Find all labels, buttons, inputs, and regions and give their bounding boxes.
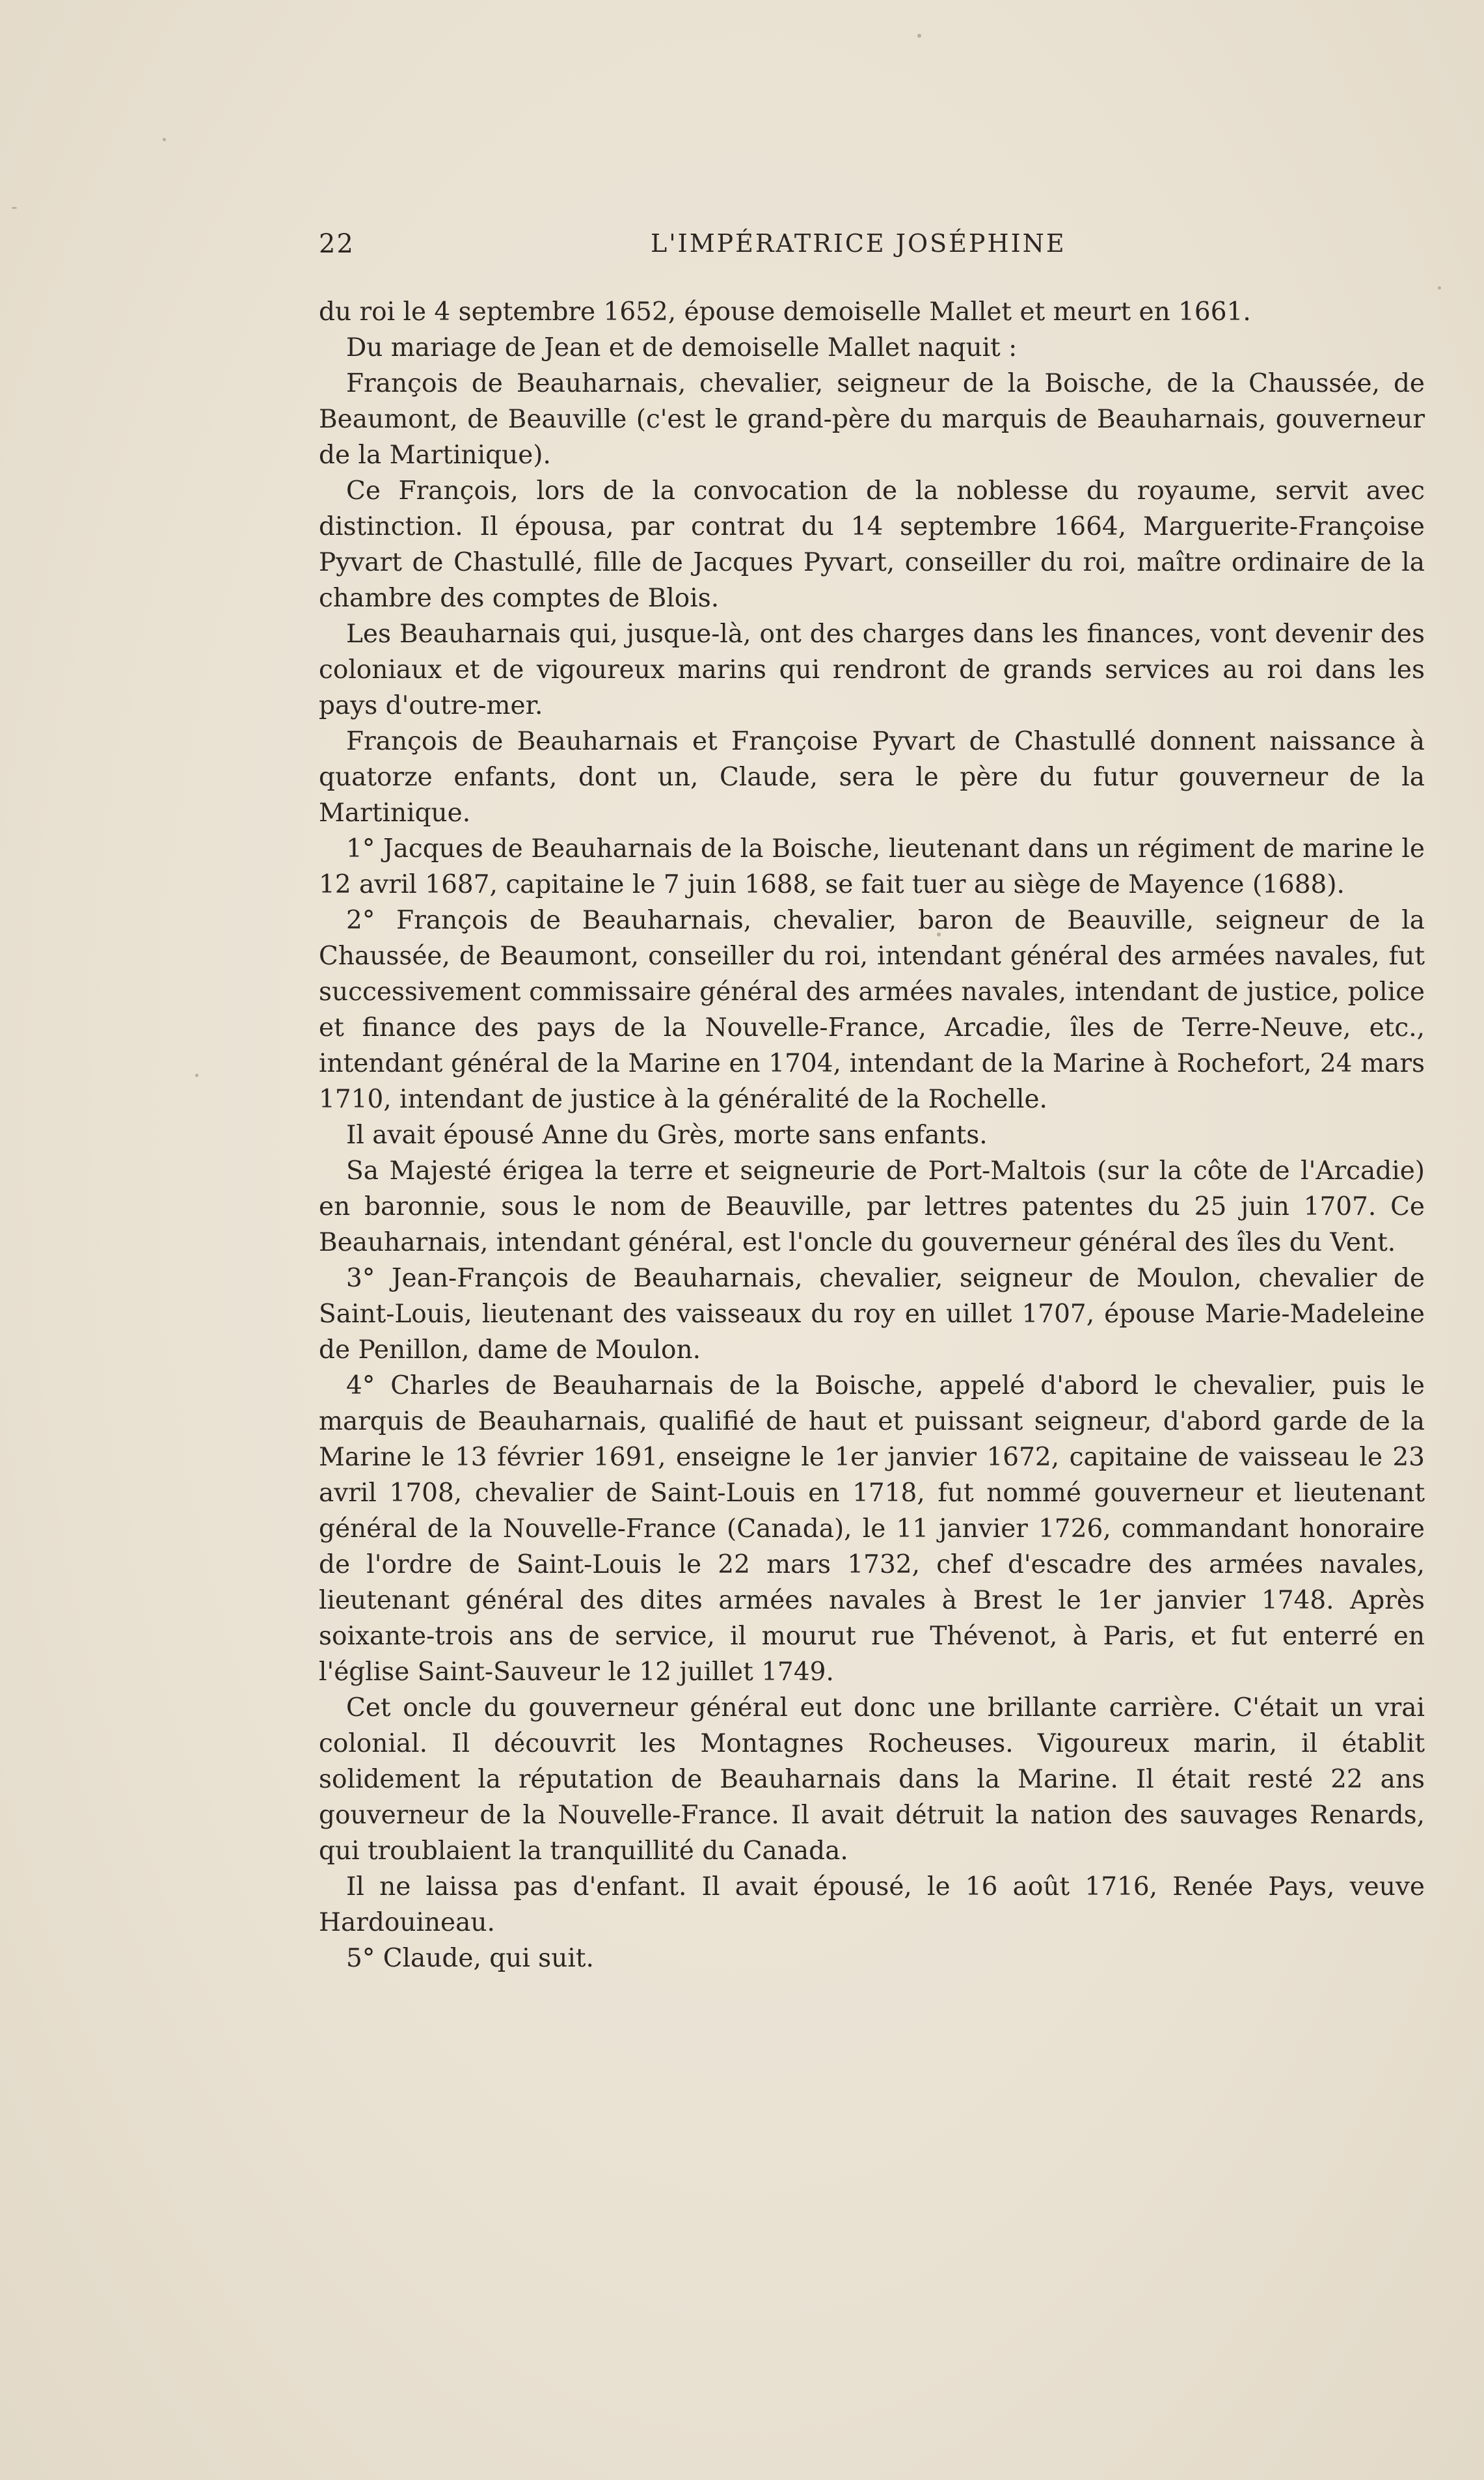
paragraph: Il avait épousé Anne du Grès, morte sans enfants. <box>346 1121 988 1150</box>
paragraph: 4° Charles de Beauharnais de la Boische, appelé d'abord le chevalier, puis le marquis de Beauharnais, qualifié de haut et puissant seigneur, d'abord garde de la Marine le 13 février 1691, enseigne le 1er janvier 1672, capitaine de vaisseau le 23 avril 1708, chevalier de Saint-Louis en 1718, fut nommé gouverneur et lieutenant général de la Nouvelle-France (Canada), le 11 janvier 1726, commandant honoraire de l'ordre de Saint-Louis le 22 mars 1732, chef d'escadre des armées navales, lieutenant général des dites armées navales à Brest le 1er janvier 1748. Après soixante-trois ans de service, il mourut rue Thévenot, à Paris, et fut enterré en l'église Saint-Sauveur le 12 juillet 1749. <box>319 1371 1425 1687</box>
paragraph: Du mariage de Jean et de demoiselle Mallet naquit : <box>346 333 1018 362</box>
paper-speck <box>12 207 17 209</box>
paragraph: du roi le 4 septembre 1652, épouse demoiselle Mallet et meurt en 1661. <box>319 297 1251 327</box>
paragraph: Cet oncle du gouverneur général eut donc une brillante carrière. C'était un vrai colonial. Il découvrit les Montagnes Rocheuses. Vigoureux marin, il établit solidement la réputation de Beauharnais dans la Marine. Il était resté 22 ans gouverneur de la Nouvelle-France. Il avait détruit la nation des sauvages Renards, qui troublaient la tranquillité du Canada. <box>319 1693 1425 1866</box>
page-number: 22 <box>319 229 355 259</box>
paragraph: 3° Jean-François de Beauharnais, chevalier, seigneur de Moulon, chevalier de Saint-Louis, lieutenant des vaisseaux du roy en uillet 1707, épouse Marie-Madeleine de Penillon, dame de Moulon. <box>319 1264 1425 1365</box>
page-header <box>319 229 1425 268</box>
paragraph: 2° François de Beauharnais, chevalier, baron de Beauville, seigneur de la Chaussée, de Beaumont, conseiller du roi, intendant général des armées navales, fut successivement commissaire général des armées navales, intendant de justice, police et finance des pays de la Nouvelle-France, Arcadie, îles de Terre-Neuve, etc., intendant général de la Marine en 1704, intendant de la Marine à Rochefort, 24 mars 1710, intendant de justice à la généralité de la Rochelle. <box>319 906 1425 1114</box>
body-text <box>319 294 1425 1976</box>
paragraph: Sa Majesté érigea la terre et seigneurie de Port-Maltois (sur la côte de l'Arcadie) en baronnie, sous le nom de Beauville, par lettres patentes du 25 juin 1707. Ce Beauharnais, intendant général, est l'oncle du gouverneur général des îles du Vent. <box>319 1156 1425 1257</box>
paper-speck <box>917 34 921 38</box>
paragraph: 1° Jacques de Beauharnais de la Boische, lieutenant dans un régiment de marine le 12 avril 1687, capitaine le 7 juin 1688, se fait tuer au siège de Mayence (1688). <box>319 834 1425 899</box>
paper-speck <box>195 1074 198 1077</box>
paragraph: François de Beauharnais, chevalier, seigneur de la Boische, de la Chaussée, de Beaumont, de Beauville (c'est le grand-père du marquis de Beauharnais, gouverneur de la Martinique). <box>319 369 1425 470</box>
paragraph: Il ne laissa pas d'enfant. Il avait épousé, le 16 août 1716, Renée Pays, veuve Hardouineau. <box>319 1872 1425 1937</box>
paper-speck <box>163 138 166 141</box>
paragraph: Ce François, lors de la convocation de la noblesse du royaume, servit avec distinction. Il épousa, par contrat du 14 septembre 1664, Marguerite-Françoise Pyvart de Chastullé, fille de Jacques Pyvart, conseiller du roi, maître ordinaire de la chambre des comptes de Blois. <box>319 476 1425 613</box>
paragraph: François de Beauharnais et Françoise Pyvart de Chastullé donnent naissance à quatorze enfants, dont un, Claude, sera le père du futur gouverneur de la Martinique. <box>319 727 1425 828</box>
paragraph: Les Beauharnais qui, jusque-là, ont des charges dans les finances, vont devenir des coloniaux et de vigoureux marins qui rendront de grands services au roi dans les pays d'outre-mer. <box>319 620 1425 720</box>
running-title: L'IMPÉRATRICE JOSÉPHINE <box>651 229 1066 258</box>
paper-speck <box>1438 286 1441 290</box>
paragraph: 5° Claude, qui suit. <box>346 1944 594 1973</box>
